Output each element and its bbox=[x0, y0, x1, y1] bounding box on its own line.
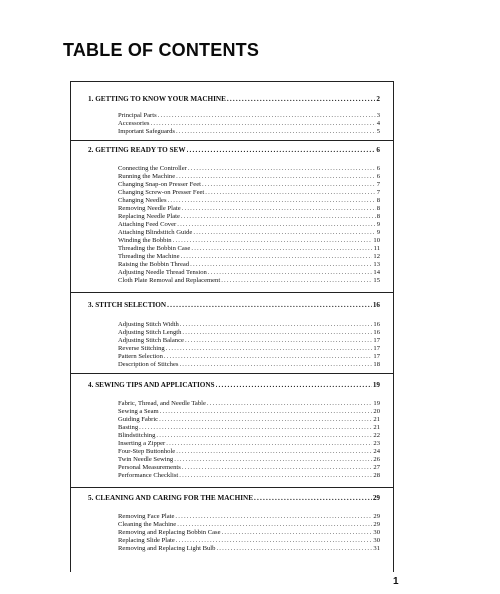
entry-label: Important Safeguards bbox=[118, 128, 175, 135]
page-number: 1 bbox=[393, 576, 399, 587]
entry-label: Raising the Bobbin Thread bbox=[118, 261, 190, 268]
entry-label: Description of Stitches bbox=[118, 361, 179, 368]
section-title: 4. SEWING TIPS AND APPLICATIONS bbox=[88, 381, 215, 389]
entry-page: 21 bbox=[373, 416, 380, 423]
leader-dots bbox=[176, 127, 376, 136]
entry-label: Accessories bbox=[118, 120, 150, 127]
entry-page: 17 bbox=[373, 353, 380, 360]
entry-label: Threading the Machine bbox=[118, 253, 180, 260]
toc-section bbox=[71, 487, 393, 552]
leader-dots bbox=[221, 276, 372, 285]
entry-page: 3 bbox=[376, 112, 380, 119]
entry-page: 9 bbox=[376, 221, 380, 228]
section-title: 1. GETTING TO KNOW YOUR MACHINE bbox=[88, 95, 226, 103]
entry-page: 11 bbox=[373, 245, 380, 252]
entry-label: Pattern Selection bbox=[118, 353, 163, 360]
entry-page: 19 bbox=[373, 400, 380, 407]
entry-page: 5 bbox=[376, 128, 380, 135]
entry-label: Removing and Replacing Bobbin Case bbox=[118, 529, 221, 536]
entry-label: Cleaning the Machine bbox=[118, 521, 177, 528]
entry-label: Adjusting Stitch Length bbox=[118, 329, 182, 336]
entry-label: Personal Measurements bbox=[118, 464, 181, 471]
section-heading bbox=[88, 146, 380, 155]
page-title: TABLE OF CONTENTS bbox=[63, 40, 260, 60]
entry-label: Adjusting Needle Thread Tension bbox=[118, 269, 207, 276]
entry-page: 26 bbox=[373, 456, 380, 463]
entry-label: Connecting the Controller bbox=[118, 165, 187, 172]
entry-label: Adjusting Stitch Balance bbox=[118, 337, 184, 344]
entry-label: Adjusting Stitch Width bbox=[118, 321, 179, 328]
entry-label: Changing Needles bbox=[118, 197, 167, 204]
entry-page: 29 bbox=[373, 513, 380, 520]
entry-page: 16 bbox=[373, 321, 380, 328]
toc-entry bbox=[118, 544, 380, 553]
entry-page: 22 bbox=[373, 432, 380, 439]
section-title: 2. GETTING READY TO SEW bbox=[88, 146, 186, 154]
entry-page: 16 bbox=[373, 329, 380, 336]
section-page: 6 bbox=[376, 146, 380, 154]
entry-label: Removing Needle Plate bbox=[118, 205, 181, 212]
leader-dots bbox=[179, 471, 372, 480]
entry-page: 29 bbox=[373, 521, 380, 528]
entry-label: Fabric, Thread, and Needle Table bbox=[118, 400, 206, 407]
entry-label: Principal Parts bbox=[118, 112, 157, 119]
entry-label: Sewing a Seam bbox=[118, 408, 159, 415]
table-of-contents bbox=[70, 81, 394, 572]
entry-page: 14 bbox=[373, 269, 380, 276]
entry-label: Replacing Slide Plate bbox=[118, 537, 175, 544]
entry-page: 23 bbox=[373, 440, 380, 447]
entry-page: 10 bbox=[373, 237, 380, 244]
leader-dots bbox=[216, 381, 372, 390]
toc-section bbox=[71, 140, 393, 284]
section-page: 29 bbox=[372, 494, 380, 502]
entry-page: 24 bbox=[373, 448, 380, 455]
entry-label: Blindstitching bbox=[118, 432, 156, 439]
section-heading bbox=[88, 381, 380, 390]
entry-label: Twin Needle Sewing bbox=[118, 456, 174, 463]
toc-entry bbox=[118, 360, 380, 369]
section-page: 19 bbox=[372, 381, 380, 389]
entry-label: Replacing Needle Plate bbox=[118, 213, 180, 220]
entry-label: Running the Machine bbox=[118, 173, 176, 180]
entry-page: 28 bbox=[373, 472, 380, 479]
entry-label: Winding the Bobbin bbox=[118, 237, 172, 244]
entry-label: Four-Step Buttonhole bbox=[118, 448, 176, 455]
entry-label: Attaching Feed Cover bbox=[118, 221, 177, 228]
entry-page: 31 bbox=[373, 545, 380, 552]
entry-label: Performance Checklist bbox=[118, 472, 179, 479]
section-heading bbox=[88, 95, 380, 104]
leader-dots bbox=[254, 494, 372, 503]
section-title: 5. CLEANING AND CARING FOR THE MACHINE bbox=[88, 494, 253, 502]
section-page: 2 bbox=[376, 95, 380, 103]
entry-label: Changing Screw-on Presser Feet bbox=[118, 189, 205, 196]
section-page: 16 bbox=[372, 301, 380, 309]
entry-label: Basting bbox=[118, 424, 139, 431]
toc-entry bbox=[118, 127, 380, 136]
section-heading bbox=[88, 494, 380, 503]
entry-page: 13 bbox=[373, 261, 380, 268]
entry-label: Threading the Bobbin Case bbox=[118, 245, 191, 252]
entry-page: 15 bbox=[373, 277, 380, 284]
entry-page: 17 bbox=[373, 337, 380, 344]
leader-dots bbox=[167, 301, 372, 310]
entry-page: 20 bbox=[373, 408, 380, 415]
entry-label: Removing and Replacing Light Bulb bbox=[118, 545, 216, 552]
toc-entry bbox=[118, 471, 380, 480]
entry-label: Cloth Plate Removal and Replacement bbox=[118, 277, 221, 284]
section-heading bbox=[88, 301, 380, 310]
entry-page: 12 bbox=[373, 253, 380, 260]
entry-label: Inserting a Zipper bbox=[118, 440, 166, 447]
entry-label: Changing Snap-on Presser Feet bbox=[118, 181, 201, 188]
entry-label: Guiding Fabric bbox=[118, 416, 159, 423]
entry-page: 7 bbox=[376, 181, 380, 188]
leader-dots bbox=[187, 146, 376, 155]
toc-entry bbox=[118, 276, 380, 285]
entry-label: Removing Face Plate bbox=[118, 513, 175, 520]
entry-page: 6 bbox=[376, 165, 380, 172]
entry-page: 8 bbox=[376, 197, 380, 204]
leader-dots bbox=[227, 95, 375, 104]
entry-page: 27 bbox=[373, 464, 380, 471]
entry-page: 18 bbox=[373, 361, 380, 368]
entry-page: 21 bbox=[373, 424, 380, 431]
entry-page: 30 bbox=[373, 537, 380, 544]
entry-label: Reverse Stitching bbox=[118, 345, 165, 352]
leader-dots bbox=[179, 360, 372, 369]
entry-page: 30 bbox=[373, 529, 380, 536]
entry-page: 7 bbox=[376, 189, 380, 196]
entry-page: 9 bbox=[376, 229, 380, 236]
entry-label: Attaching Blindstitch Guide bbox=[118, 229, 193, 236]
entry-page: 8 bbox=[376, 213, 380, 220]
entry-page: 17 bbox=[373, 345, 380, 352]
section-title: 3. STITCH SELECTION bbox=[88, 301, 167, 309]
toc-section bbox=[71, 373, 393, 479]
entry-page: 4 bbox=[376, 120, 380, 127]
toc-section bbox=[71, 292, 393, 368]
entry-page: 6 bbox=[376, 173, 380, 180]
entry-page: 8 bbox=[376, 205, 380, 212]
leader-dots bbox=[216, 544, 372, 553]
